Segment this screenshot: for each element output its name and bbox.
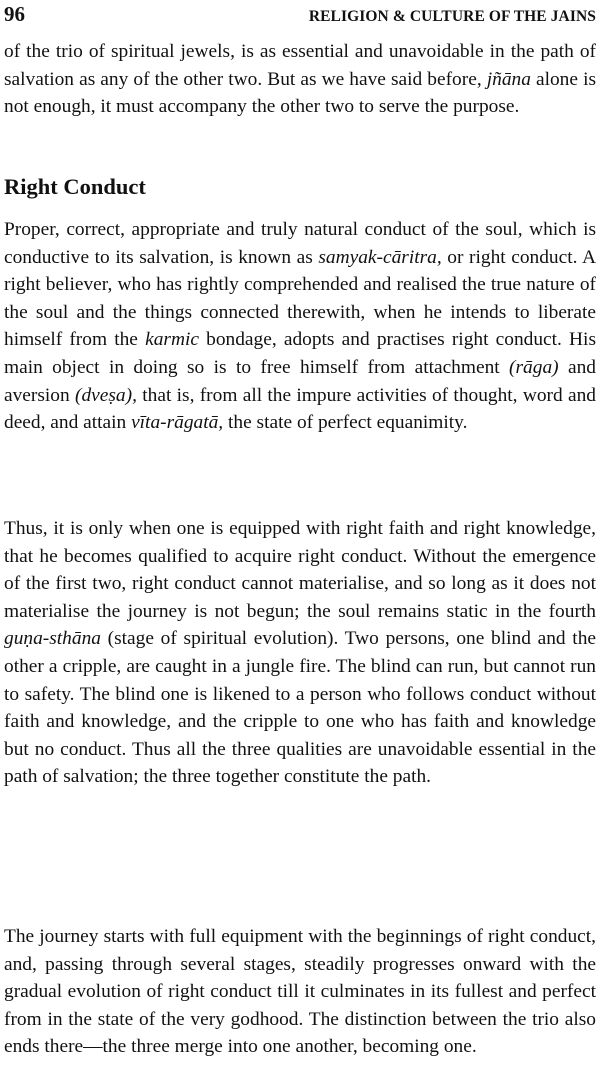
paragraph-2-text-run: the state of perfect equanimity. [223, 412, 468, 434]
paragraph-2-italic-term: (dveṣa), [75, 384, 137, 406]
paragraph-1-text-run: alone is not enough, it must accompany the other two to serve the purpose. [4, 68, 596, 118]
paragraph-1 [4, 38, 596, 121]
paragraph-1-text [4, 38, 596, 121]
page-number: 96 [4, 2, 25, 26]
running-head [4, 2, 596, 28]
paragraph-2-text-run: that is, from all the impure activities of thought, word and deed, and attain [4, 384, 597, 434]
paragraph-2-italic-term: samyak-cāritra, [318, 246, 442, 268]
section-heading: Right Conduct [4, 174, 146, 199]
paragraph-1-text-run: of the trio of spiritual jewels, is as essential and unavoidable in the path of salvation as any of the other two. But as we have said before, [4, 41, 596, 90]
paragraph-3 [4, 515, 596, 791]
paragraph-2-text-run: or right conduct. A right believer, who has rightly comprehended and realised the true nature of the soul and the things connected therewith, when he intends to liberate himself from the [4, 246, 596, 351]
paragraph-2-text-run: and aversion [4, 356, 596, 406]
paragraph-3-italic-term: guṇa-sthāna [4, 628, 101, 650]
paragraph-3-text [4, 515, 596, 791]
paragraph-2-italic-term: vīta-rāgatā, [131, 412, 224, 434]
paragraph-1-italic-term: jñāna [486, 68, 531, 90]
paragraph-4 [4, 923, 596, 1061]
paragraph-2-text-run: bondage, adopts and practises right conduct. His main object in doing so is to free himself from attachment [4, 329, 596, 378]
paragraph-2-text-run: Proper, correct, appropriate and truly natural conduct of the soul, which is conductive to its salvation, is known as [4, 219, 596, 268]
paragraph-2-text [4, 216, 596, 437]
running-title: RELIGION & CULTURE OF THE JAINS [308, 8, 596, 25]
paragraph-2-italic-term: karmic [145, 329, 199, 351]
paragraph-4-text: The journey starts with full equipment with the beginnings of right conduct, and, passing through several stages, steadily progresses onward with the gradual evolution of right conduct till it culminates in its fullest and perfect from in the state of the very godhood. The distinction between the trio also ends there—the three merge into one another, becoming one. [4, 926, 596, 1058]
paragraph-3-text-run: (stage of spiritual evolution). Two persons, one blind and the other a cripple, are caught in a jungle fire. The blind can run, but cannot run to safety. The blind one is likened to a person who follows conduct without faith and knowledge, and the cripple to one who has faith and knowledge but no conduct. Thus all the three qualities are unavoidable essential in the path of salvation; the three together constitute the path. [4, 628, 596, 788]
paragraph-2-italic-term: (rāga) [509, 356, 559, 378]
paragraph-3-text-run: Thus, it is only when one is equipped with right faith and right knowledge, that he becomes qualified to acquire right conduct. Without the emergence of the first two, right conduct cannot materialise, and so long as it does not materialise the journey is not begun; the soul remains static in the fourth [4, 518, 596, 622]
paragraph-2 [4, 216, 596, 437]
